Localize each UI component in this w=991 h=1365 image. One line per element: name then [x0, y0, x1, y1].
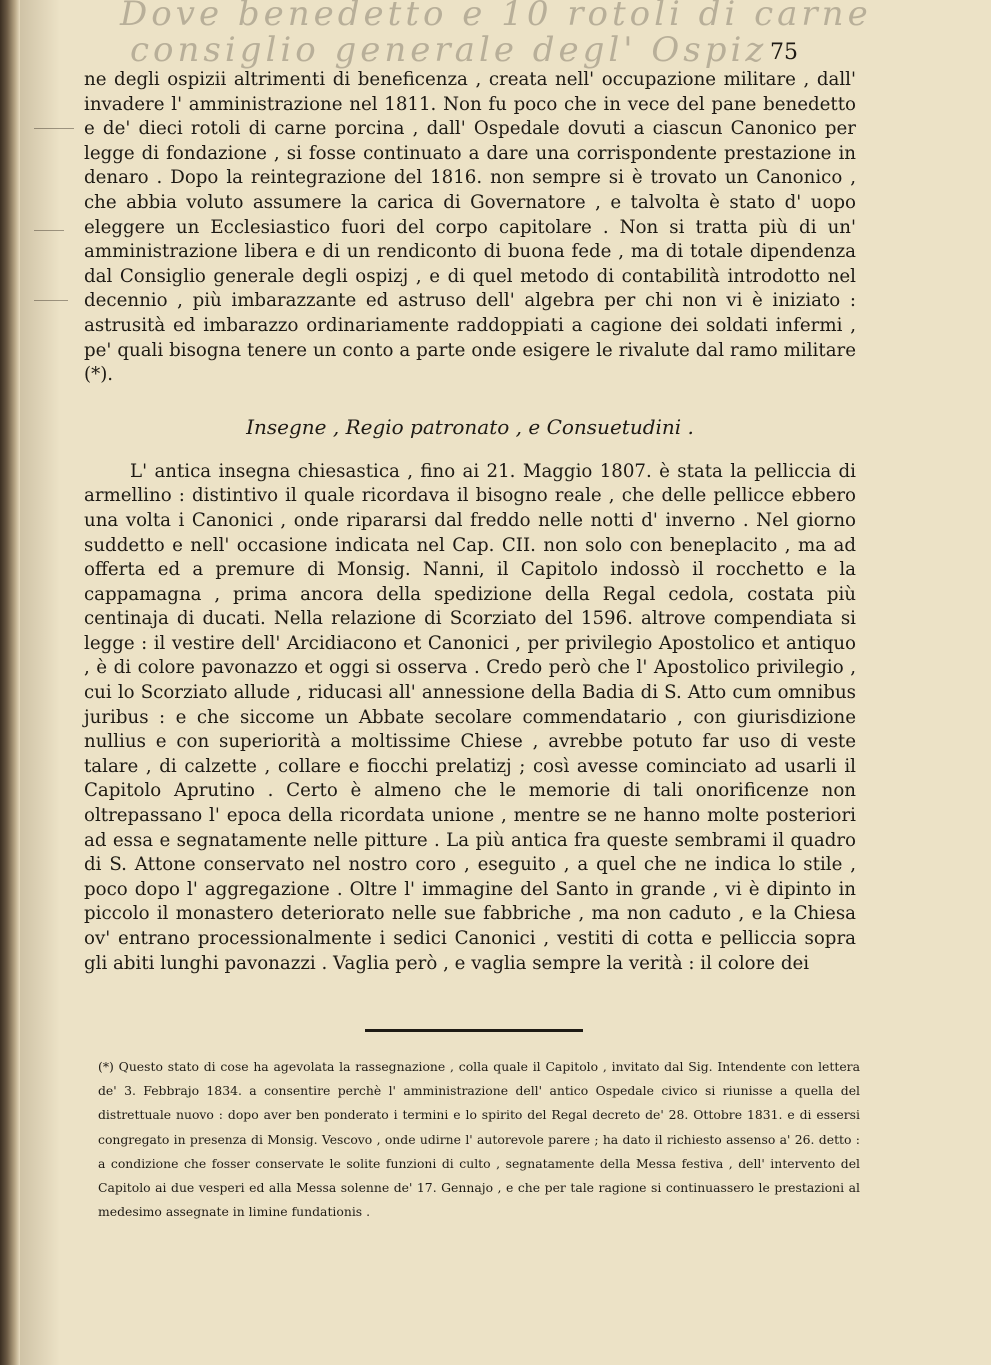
handwritten-annotation: consiglio generale degl' Ospiz	[130, 30, 768, 70]
body-paragraph-text: L' antica insegna chiesastica , fino ai 21. Maggio 1807. è stata la pelliccia di armellino : distintivo il quale ricordava il bisogno reale , che delle pellicce ebbero una volta i Canonici , onde ripararsi dal freddo nelle notti d' inverno . Nel giorno suddetto e nell' occasione indicata nel Cap. CII. non solo con beneplacito , ma ad offerta ed a premure di Monsig. Nanni, il Capitolo indossò il rocchetto e la cappamagna , prima ancora della spedizione della Regal cedola, costata più centinaja di ducati. Nella relazione di Scorziato del 1596. altrove compendiata si legge : il vestire dell' Arcidiacono et Canonici , per privilegio Apostolico et antiquo , è di colore pavonazzo et oggi si osserva . Credo però che l' Apostolico privilegio , cui lo Scorziato allude , riducasi all' annessione della Badia di S. Atto cum omnibus juribus : e che siccome un Abbate secolare commendatario , con giurisdizione nullius e con superiorità a moltissime Chiese , avrebbe potuto far uso di veste talare , di calzette , collare e fiocchi prelatizj ; così avesse cominciato ad usarli il Capitolo Aprutino . Certo è almeno che le memorie di tali onorificenze non oltrepassano l' epoca della ricordata unione , mentre se ne hanno molte posteriori ad essa e segnatamente nelle pitture . La più antica fra queste sembrami il quadro di S. Attone conservato nel nostro coro , eseguito , a quel che ne indica lo stile , poco dopo l' aggregazione . Oltre l' immagine del Santo in grande , vi è dipinto in piccolo il monastero deteriorato nelle sue fabbriche , ma non caduto , e la Chiesa ov' entrano processionalmente i sedici Canonici , vestiti di cotta e pelliccia sopra gli abiti lunghi pavonazzi . Vaglia però , e vaglia sempre la verità : il colore dei	[84, 460, 856, 974]
body-paragraph	[84, 460, 856, 976]
page-number: 75	[770, 40, 798, 65]
body-paragraph: ne degli ospizii altrimenti di beneficenza , creata nell' occupazione militare , dall' invadere l' amministrazione nel 1811. Non fu poco che in vece del pane benedetto e de' dieci rotoli di carne porcina , dall' Ospedale dovuti a ciascun Canonico per legge di fondazione , si fosse continuato a dare una corrispondente prestazione in denaro . Dopo la reintegrazione del 1816. non sempre si è trovato un Canonico , che abbia voluto assumere la carica di Governatore , e talvolta è stato d' uopo eleggere un Ecclesiastico fuori del corpo capitolare . Non si tratta più di un' amministrazione libera e di un rendiconto di buona fede , ma di totale dipendenza dal Consiglio generale degli ospizj , e di quel metodo di contabilità introdotto nel decennio , più imbarazzante ed astruso dell' algebra per chi non vi è iniziato : astrusità ed imbarazzo ordinariamente raddoppiati a cagione dei soldati infermi , pe' quali bisogna tenere un conto a parte onde esigere le rivalute dal ramo militare (*).	[84, 69, 856, 386]
margin-mark	[34, 300, 68, 301]
margin-mark	[34, 128, 74, 129]
section-heading: Insegne , Regio patronato , e Consuetudini .	[246, 414, 694, 439]
book-spine-shadow	[0, 0, 20, 1365]
handwritten-annotation: Dove benedetto e 10 rotoli di carne	[120, 0, 872, 34]
footnote-separator	[365, 1029, 583, 1032]
footnote: (*) Questo stato di cose ha agevolata la rassegnazione , colla quale il Capitolo , invitato dal Sig. Intendente con lettera de' 3. Febbrajo 1834. a consentire perchè l' amministrazione dell' antico Ospedale civico si riunisse a quella del distrettuale nuovo : dopo aver ben ponderato i termini e lo spirito del Regal decreto de' 28. Ottobre 1831. e di essersi congregato in presenza di Monsig. Vescovo , onde udirne l' autorevole parere ; ha dato il richiesto assenso a' 26. detto : a condizione che fosser conservate le solite funzioni di culto , segnatamente della Messa festiva , dell' intervento del Capitolo ai due vesperi ed alla Messa solenne de' 17. Gennajo , e che per tale ragione si continuassero le prestazioni al medesimo assegnate in limine fundationis .	[98, 1059, 860, 1220]
main-text	[84, 68, 856, 976]
margin-mark	[34, 230, 64, 231]
page-gutter	[20, 0, 60, 1365]
